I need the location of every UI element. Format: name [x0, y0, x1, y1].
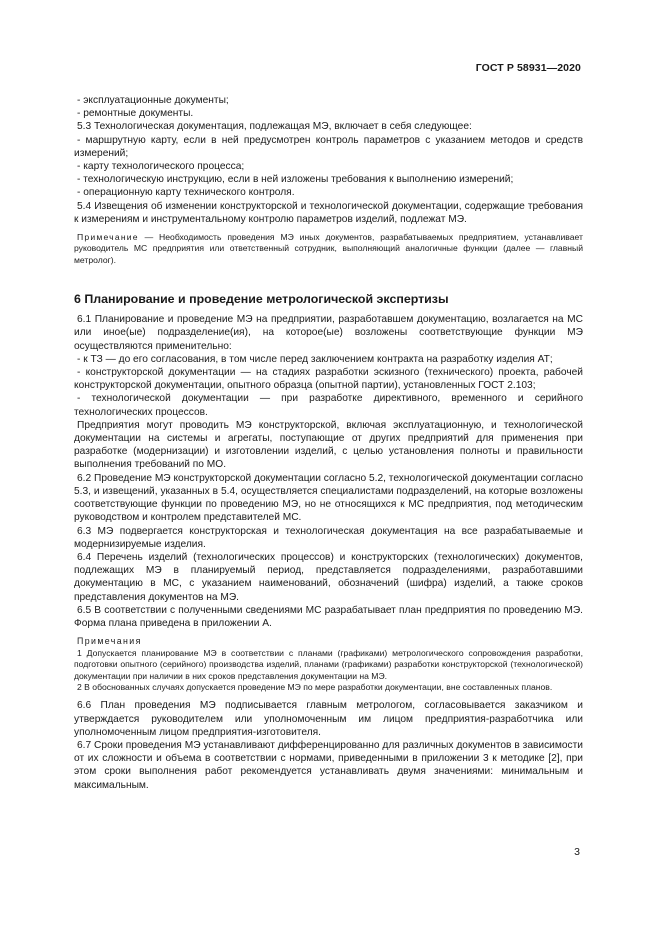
paragraph-6-5: 6.5 В соответствии с полученными сведениями МС разрабатывает план предприятия по проведению МЭ. Форма плана приведена в приложении А. — [74, 604, 583, 629]
standard-header: ГОСТ Р 58931—2020 — [475, 62, 581, 74]
notes-heading: Примечания — [77, 636, 142, 647]
list-item: - технологической документации — при разработке директивного, временного и серийного технологических процессов. — [74, 393, 583, 418]
note-item: 2 В обоснованных случаях допускается проведение МЭ по мере разработки документации, вне составленных планов. — [77, 681, 553, 692]
page-content — [74, 94, 583, 792]
list-item: - технологическую инструкцию, если в ней изложены требования к выполнению измерений; — [77, 174, 514, 186]
paragraph-5-3: 5.3 Технологическая документация, подлежащая МЭ, включает в себя следующее: — [77, 121, 472, 133]
section-6-title: 6 Планирование и проведение метрологической экспертизы — [74, 292, 449, 307]
paragraph-6-3: 6.3 МЭ подвергается конструкторская и технологическая документация на все разрабатываемые и модернизируемые изделия. — [74, 525, 583, 550]
note-block — [74, 232, 583, 266]
paragraph-6-6: 6.6 План проведения МЭ подписывается главным метрологом, согласовывается заказчиком и утверждается руководителем или уполномоченным им лицом предприятия-разработчика или уполномоченным лицом предприятия-изготовителя. — [74, 700, 583, 738]
paragraph-6-1-extra: Предприятия могут проводить МЭ конструкторской, включая эксплуатационную, и технологической документации на системы и агрегаты, поступающие от других предприятий для применения при разработке (модернизации) и изготовлении изделий, с целью установления полноты и правильности выполнения требований по МО. — [74, 419, 583, 471]
list-item: - эксплуатационные документы; — [77, 95, 229, 106]
list-item: - конструкторской документации — на стадиях разработки эскизного (технического) проекта, рабочей конструкторской документации, опытного образца (опытной партии), установленных ГОСТ 2.103; — [74, 367, 583, 392]
list-item: - к ТЗ — до его согласования, в том числе перед заключением контракта на разработку изделия АТ; — [77, 353, 553, 365]
list-item: - карту технологического процесса; — [77, 161, 245, 173]
note-text: — Необходимость проведения МЭ иных документов, разрабатываемых предприятием, устанавливает руководитель МС предприятия или ответственный сотрудник, выполняющий аналогичные функции (далее — главный метролог). — [74, 232, 583, 265]
list-item: - операционную карту технического контроля. — [77, 187, 295, 199]
note-label: Примечание — [77, 232, 139, 243]
list-item: - ремонтные документы. — [77, 108, 194, 120]
paragraph-6-2: 6.2 Проведение МЭ конструкторской документации согласно 5.2, технологической документации согласно 5.3, и извещений, указанных в 5.4, осуществляется специалистами подразделений, на которые возложены соответствующие функции по проведению МЭ, но не относящихся к МС предприятия, под методическим руководством и контролем представителей МС. — [74, 472, 583, 524]
paragraph-6-7: 6.7 Сроки проведения МЭ устанавливают дифференцированно для различных документов в зависимости от их сложности и объема в соответствии с нормами, приведенными в приложении 3 к методике [2], при этом сроки выполнения работ рекомендуется устанавливать двумя значениями: минимальным и максимальным. — [74, 739, 583, 791]
note-item: 1 Допускается планирование МЭ в соответствии с планами (графиками) метрологического сопровождения разработки, подготовки опытного (серийного) производства изделий, планами (графиками) разработки конструкторской (технологической) документации при наличии в них сроков представления документации на МЭ. — [74, 647, 583, 681]
paragraph-5-4: 5.4 Извещения об изменении конструкторской и технологической документации, содержащие требования к измерениям и инструментальному контролю параметров изделий, подлежат МЭ. — [74, 200, 583, 225]
list-item: - маршрутную карту, если в ней предусмотрен контроль параметров с указанием методов и средств измерений; — [74, 134, 583, 159]
paragraph-6-4: 6.4 Перечень изделий (технологических процессов) и конструкторских (технологических) документов, подлежащих МЭ в планируемый период, представляется подразделениями, разработавшими документацию в МС, с указанием наименований, обозначений (шифра) изделий, а также сроков представления документов на МЭ. — [74, 551, 583, 603]
page-number: 3 — [574, 846, 580, 858]
paragraph-6-1: 6.1 Планирование и проведение МЭ на предприятии, разработавшем документацию, возлагается на МС или иное(ые) подразделение(ия), на которое(ые) возложены соответствующие функции МЭ осуществляются применительно: — [74, 314, 583, 352]
